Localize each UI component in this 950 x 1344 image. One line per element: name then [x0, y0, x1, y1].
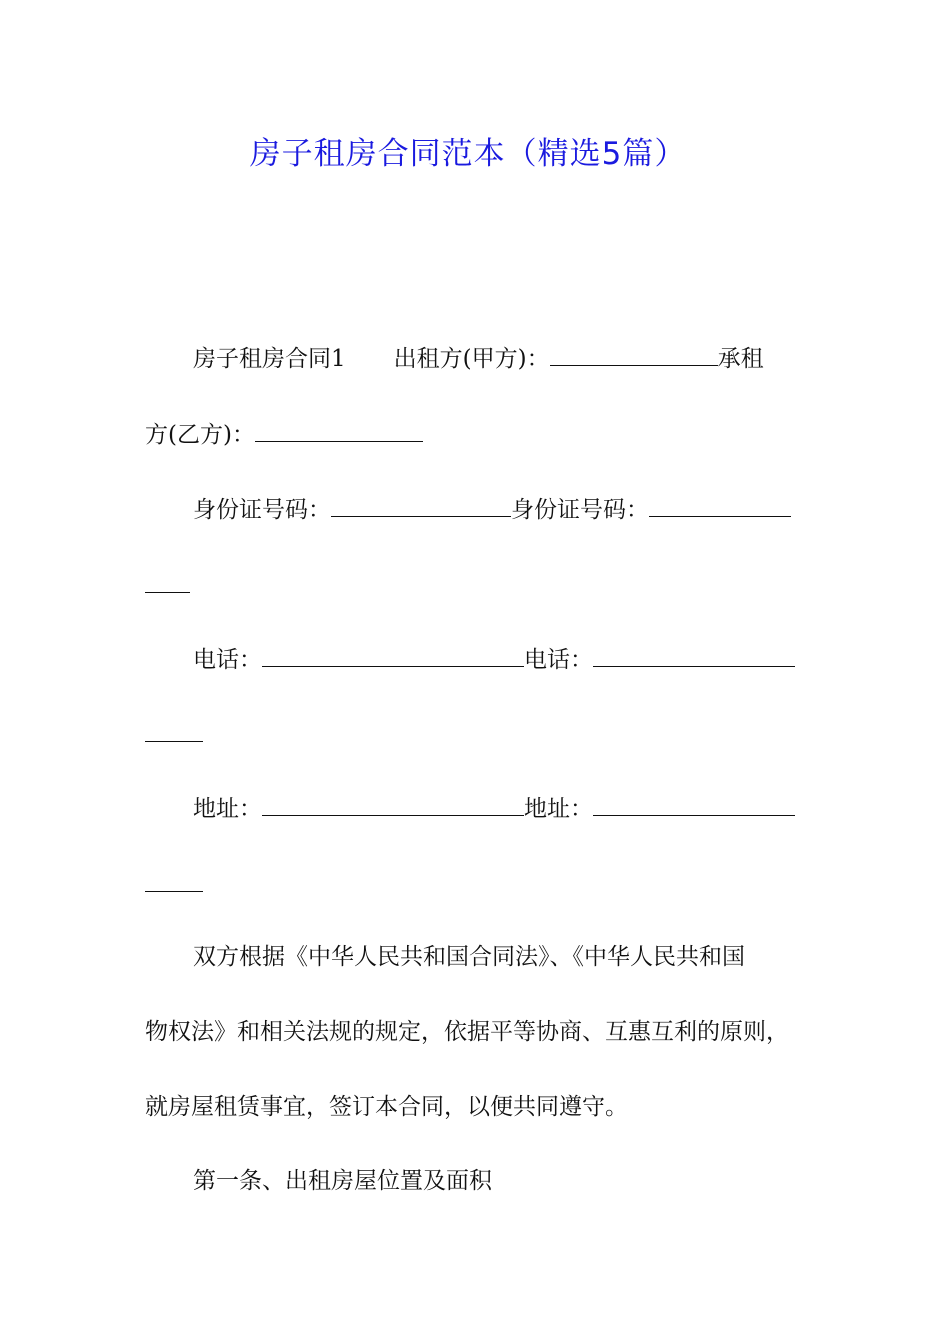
- address-line: [193, 794, 795, 824]
- lessor-id-blank: [331, 498, 511, 517]
- lessor-address-blank: [262, 797, 524, 816]
- lessor-blank: [550, 347, 718, 366]
- lessee-id-blank-continued: [145, 592, 190, 593]
- lessor-id-label: 身份证号码：: [193, 497, 331, 523]
- id-number-line: [193, 495, 791, 525]
- preamble-line-2: 物权法》和相关法规的规定，依据平等协商、互惠互利的原则，: [145, 1019, 789, 1045]
- lessee-address-label: 地址：: [524, 796, 593, 822]
- lessor-address-label: 地址：: [193, 796, 262, 822]
- preamble-line-1: 双方根据《中华人民共和国合同法》、《中华人民共和国: [193, 944, 745, 970]
- lessee-phone-blank-continued: [145, 741, 203, 742]
- lessee-blank: [255, 423, 423, 442]
- document-title: 房子租房合同范本（精选5篇）: [249, 136, 687, 172]
- lessee-label-end: 方(乙方)：: [145, 422, 255, 448]
- lessee-label-start: 承租: [717, 346, 764, 372]
- preamble-line-3: 就房屋租赁事宜，签订本合同，以便共同遵守。: [145, 1094, 628, 1120]
- contract-number-label: 房子租房合同1: [193, 346, 346, 372]
- parties-line-2: [145, 420, 423, 450]
- lessee-phone-label: 电话：: [524, 647, 593, 673]
- lessee-address-blank: [593, 797, 795, 816]
- lessor-phone-label: 电话：: [193, 647, 262, 673]
- article-1-heading: 第一条、出租房屋位置及面积: [193, 1168, 492, 1194]
- phone-line: [193, 645, 795, 675]
- lessee-phone-blank: [593, 648, 795, 667]
- lessor-label: 出租方(甲方)：: [393, 346, 550, 372]
- lessee-id-label: 身份证号码：: [511, 497, 649, 523]
- lessee-address-blank-continued: [145, 891, 203, 892]
- lessor-phone-blank: [262, 648, 524, 667]
- parties-line-1: [193, 344, 764, 374]
- lessee-id-blank: [649, 498, 791, 517]
